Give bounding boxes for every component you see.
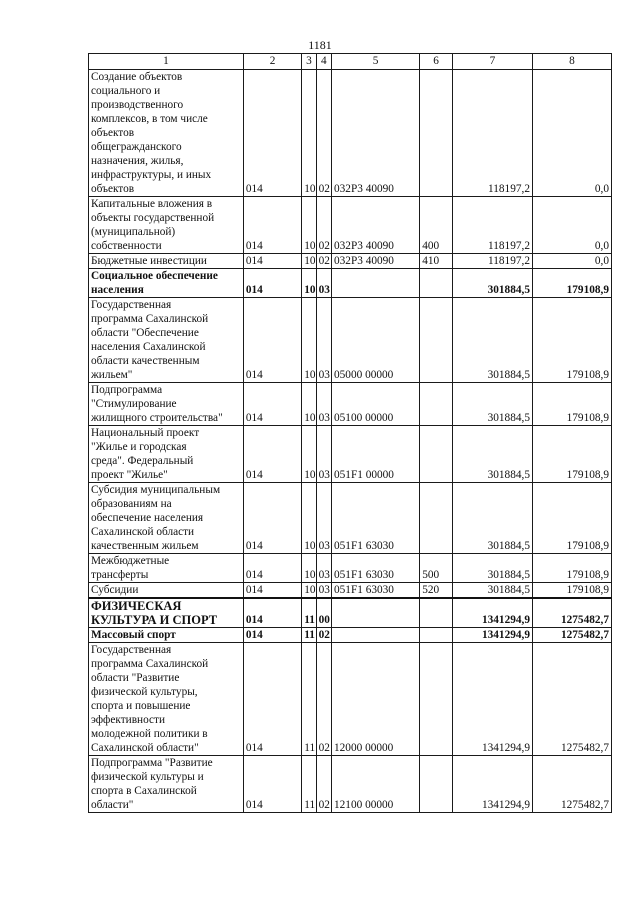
cell-c7: 301884,5 [453,583,533,599]
cell-c4: 02 [316,70,331,197]
cell-c6: 500 [420,554,453,583]
cell-c6 [420,756,453,813]
column-header: 1 [89,54,244,70]
cell-c8: 0,0 [532,254,611,269]
cell-c3: 10 [302,426,316,483]
cell-c3: 11 [302,598,316,628]
cell-c7: 1341294,9 [453,643,533,756]
cell-c5: 032P3 40090 [332,254,420,269]
cell-c5: 051F1 63030 [332,583,420,599]
cell-c5: 12000 00000 [332,643,420,756]
cell-c7: 301884,5 [453,383,533,426]
cell-c3: 11 [302,756,316,813]
cell-c2: 014 [243,70,301,197]
cell-c7: 301884,5 [453,426,533,483]
row-name: Национальный проект "Жилье и городская среда". Федеральный проект "Жилье" [89,426,244,483]
cell-c3: 10 [302,70,316,197]
cell-c2: 014 [243,269,301,298]
cell-c2: 014 [243,554,301,583]
row-name: Бюджетные инвестиции [89,254,244,269]
cell-c4: 02 [316,628,331,643]
table-row [89,598,612,628]
cell-c3: 10 [302,298,316,383]
cell-c4: 00 [316,598,331,628]
cell-c8: 1275482,7 [532,756,611,813]
cell-c4: 02 [316,756,331,813]
cell-c5: 051F1 63030 [332,554,420,583]
column-header: 4 [316,54,331,70]
cell-c2: 014 [243,426,301,483]
cell-c4: 03 [316,269,331,298]
table-row [89,197,612,254]
cell-c6 [420,426,453,483]
column-header: 7 [453,54,533,70]
column-header: 8 [532,54,611,70]
table-row [89,383,612,426]
row-name: Субсидии [89,583,244,599]
table-row [89,483,612,554]
cell-c4: 03 [316,483,331,554]
cell-c2: 014 [243,583,301,599]
cell-c8: 179108,9 [532,298,611,383]
cell-c4: 03 [316,554,331,583]
cell-c2: 014 [243,298,301,383]
row-name: Межбюджетные трансферты [89,554,244,583]
row-name: ФИЗИЧЕСКАЯ КУЛЬТУРА И СПОРТ [89,598,244,628]
cell-c4: 03 [316,583,331,599]
cell-c2: 014 [243,598,301,628]
cell-c6 [420,383,453,426]
cell-c7: 301884,5 [453,298,533,383]
cell-c8: 1275482,7 [532,598,611,628]
cell-c3: 10 [302,583,316,599]
cell-c8: 179108,9 [532,483,611,554]
column-header: 2 [243,54,301,70]
cell-c6: 520 [420,583,453,599]
cell-c6: 400 [420,197,453,254]
cell-c2: 014 [243,628,301,643]
cell-c7: 118197,2 [453,197,533,254]
column-header: 6 [420,54,453,70]
cell-c8: 179108,9 [532,426,611,483]
cell-c8: 0,0 [532,70,611,197]
table-row [89,269,612,298]
cell-c2: 014 [243,483,301,554]
cell-c8: 1275482,7 [532,643,611,756]
row-name: Субсидия муниципальным образованиям на обеспечение населения Сахалинской области качественным жильем [89,483,244,554]
table-row [89,643,612,756]
cell-c5 [332,628,420,643]
cell-c4: 03 [316,426,331,483]
cell-c2: 014 [243,383,301,426]
page-number: 1181 [308,38,332,52]
row-name: Подпрограмма "Развитие физической культуры и спорта в Сахалинской области" [89,756,244,813]
cell-c5: 05000 00000 [332,298,420,383]
cell-c5 [332,598,420,628]
cell-c6 [420,70,453,197]
cell-c8: 179108,9 [532,269,611,298]
cell-c5 [332,269,420,298]
cell-c4: 03 [316,298,331,383]
cell-c6 [420,643,453,756]
table-row [89,70,612,197]
row-name: Социальное обеспечение населения [89,269,244,298]
row-name: Массовый спорт [89,628,244,643]
cell-c4: 03 [316,383,331,426]
cell-c2: 014 [243,197,301,254]
cell-c5: 051F1 63030 [332,483,420,554]
column-header-row [89,54,612,70]
row-name: Государственная программа Сахалинской области "Обеспечение населения Сахалинской области качественным жильем" [89,298,244,383]
cell-c6: 410 [420,254,453,269]
cell-c7: 1341294,9 [453,598,533,628]
cell-c8: 179108,9 [532,583,611,599]
cell-c3: 10 [302,197,316,254]
cell-c6 [420,483,453,554]
column-header: 5 [332,54,420,70]
table-row [89,254,612,269]
cell-c7: 118197,2 [453,254,533,269]
cell-c7: 301884,5 [453,483,533,554]
cell-c2: 014 [243,254,301,269]
row-name: Подпрограмма "Стимулирование жилищного строительства" [89,383,244,426]
cell-c7: 1341294,9 [453,756,533,813]
row-name: Государственная программа Сахалинской области "Развитие физической культуры, спорта и повышение эффективности молодежной политики в Сахалинской области" [89,643,244,756]
cell-c8: 179108,9 [532,383,611,426]
cell-c6 [420,598,453,628]
cell-c2: 014 [243,756,301,813]
cell-c8: 0,0 [532,197,611,254]
cell-c4: 02 [316,643,331,756]
column-header: 3 [302,54,316,70]
cell-c7: 118197,2 [453,70,533,197]
cell-c3: 11 [302,643,316,756]
cell-c5: 05100 00000 [332,383,420,426]
cell-c5: 032P3 40090 [332,70,420,197]
table-row [89,298,612,383]
cell-c3: 10 [302,383,316,426]
cell-c6 [420,628,453,643]
cell-c3: 10 [302,483,316,554]
cell-c7: 301884,5 [453,554,533,583]
table-row [89,756,612,813]
cell-c6 [420,298,453,383]
cell-c3: 10 [302,554,316,583]
cell-c5: 032P3 40090 [332,197,420,254]
row-name: Капитальные вложения в объекты государственной (муниципальной) собственности [89,197,244,254]
table-row [89,426,612,483]
table-row [89,554,612,583]
budget-table [88,53,612,813]
cell-c7: 301884,5 [453,269,533,298]
cell-c4: 02 [316,254,331,269]
table-row [89,628,612,643]
cell-c7: 1341294,9 [453,628,533,643]
cell-c8: 1275482,7 [532,628,611,643]
cell-c3: 11 [302,628,316,643]
cell-c6 [420,269,453,298]
cell-c5: 12100 00000 [332,756,420,813]
cell-c3: 10 [302,269,316,298]
row-name: Создание объектов социального и производственного комплексов, в том числе объектов общегражданского назначения, жилья, инфраструктуры, и иных объектов [89,70,244,197]
cell-c5: 051F1 00000 [332,426,420,483]
table-row [89,583,612,599]
cell-c3: 10 [302,254,316,269]
cell-c8: 179108,9 [532,554,611,583]
cell-c4: 02 [316,197,331,254]
cell-c2: 014 [243,643,301,756]
